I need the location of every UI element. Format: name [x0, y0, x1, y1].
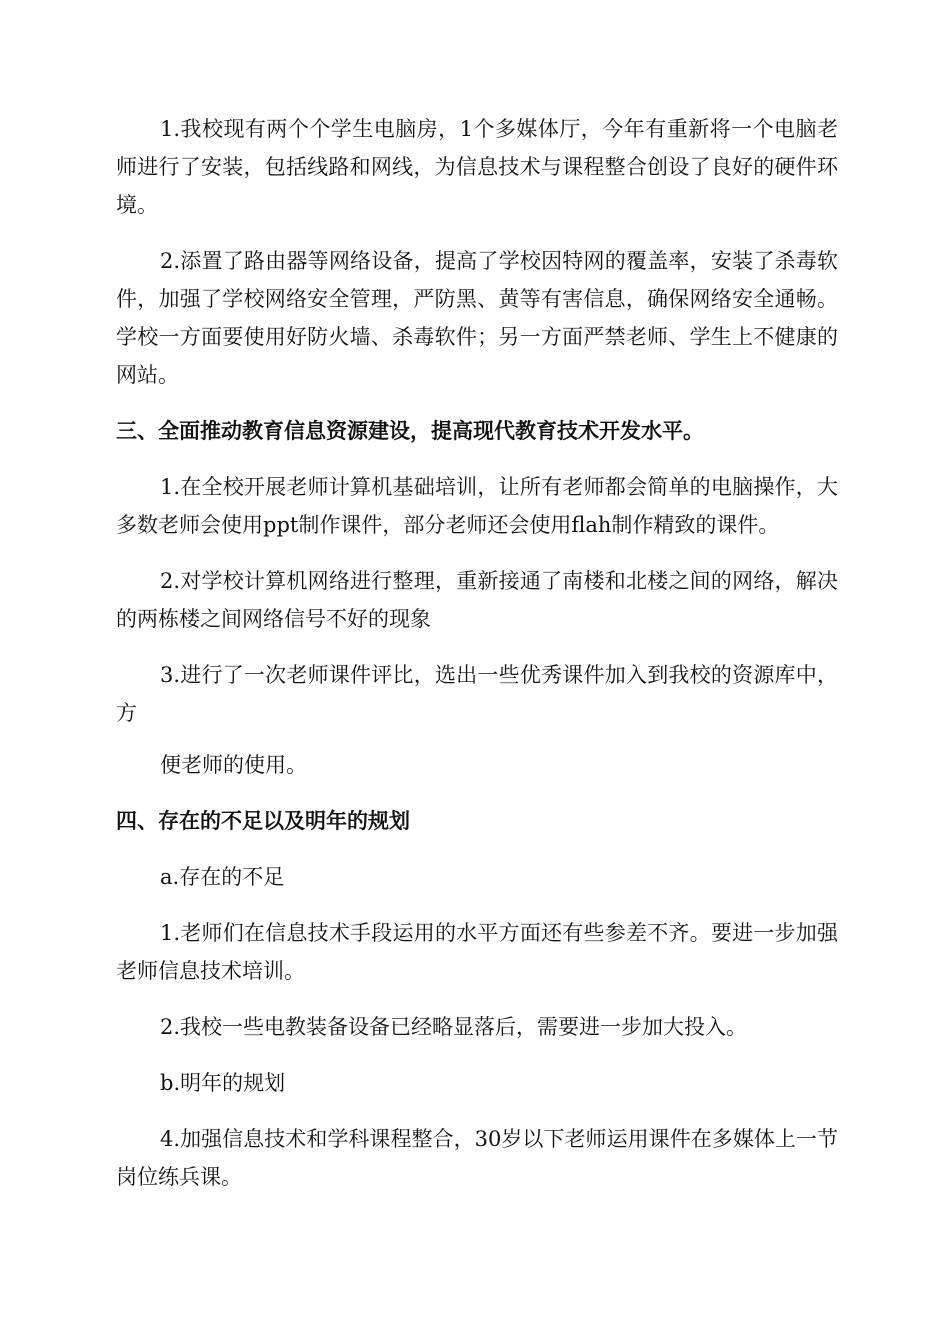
section-heading-3: 三、全面推动教育信息资源建设，提高现代教育技术开发水平。 — [116, 419, 704, 443]
paragraph-shortcoming-2: 2.我校一些电教装备设备已经略显落后，需要进一步加大投入。 — [160, 1015, 748, 1039]
paragraph-network-fix: 2.对学校计算机网络进行整理，重新接通了南楼和北楼之间的网络，解决的两栋楼之间网络信号不好的现象 — [116, 569, 838, 631]
subheading-shortcomings: a.存在的不足 — [160, 865, 285, 889]
paragraph-hardware: 1.我校现有两个个学生电脑房，1个多媒体厅，今年有重新将一个电脑老师进行了安装，包括线路和网线，为信息技术与课程整合创设了良好的硬件环境。 — [116, 117, 838, 217]
paragraph-courseware-cont: 便老师的使用。 — [160, 753, 307, 777]
paragraph-shortcoming-1: 1.老师们在信息技术手段运用的水平方面还有些参差不齐。要进一步加强老师信息技术培训。 — [116, 921, 838, 983]
paragraph-training: 1.在全校开展老师计算机基础培训，让所有老师都会简单的电脑操作，大多数老师会使用ppt制作课件，部分老师还会使用flah制作精致的课件。 — [116, 475, 838, 537]
paragraph-network-security: 2.添置了路由器等网络设备，提高了学校因特网的覆盖率，安装了杀毒软件，加强了学校网络安全管理，严防黑、黄等有害信息，确保网络安全通畅。学校一方面要使用好防火墙、杀毒软件；另一方面严禁老师、学生上不健康的网站。 — [116, 249, 838, 387]
document-page — [116, 110, 838, 1214]
paragraph-courseware: 3.进行了一次老师课件评比，选出一些优秀课件加入到我校的资源库中，方 — [116, 663, 838, 725]
section-heading-4: 四、存在的不足以及明年的规划 — [116, 809, 410, 833]
subheading-plan: b.明年的规划 — [160, 1071, 286, 1095]
paragraph-plan-4: 4.加强信息技术和学科课程整合，30岁以下老师运用课件在多媒体上一节岗位练兵课。 — [116, 1127, 838, 1189]
